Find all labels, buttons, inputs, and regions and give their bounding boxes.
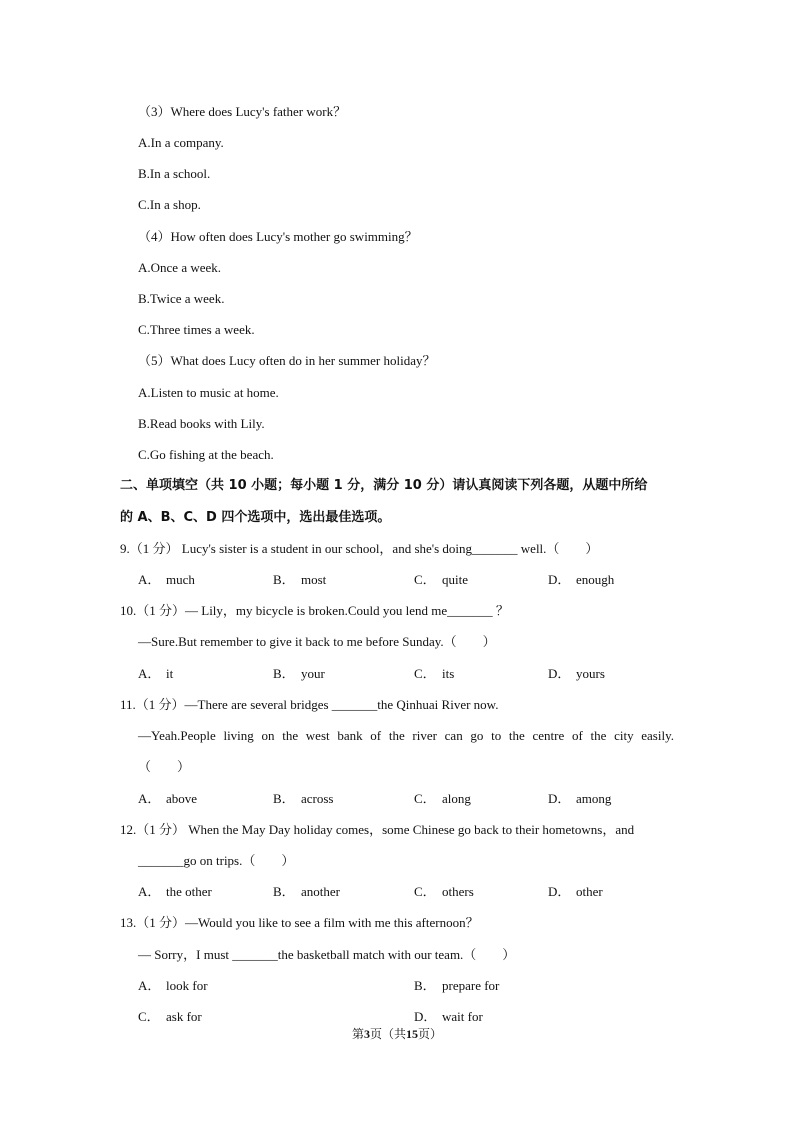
option-text: across: [301, 791, 334, 806]
question-4-option-a: A.Once a week.: [138, 260, 222, 275]
question-5-option-a: A.Listen to music at home.: [138, 385, 279, 400]
question-12-stem-cont: _______go on trips.（ ）: [138, 853, 295, 868]
option-letter: C．: [414, 884, 436, 899]
question-10-stem: 10.（1 分）— Lily，my bicycle is broken.Could you lend me_______ ？: [120, 603, 509, 618]
option-text: much: [166, 572, 195, 587]
footer-suffix: 页）: [418, 1027, 443, 1041]
question-3-stem: （3）Where does Lucy's father work？: [138, 104, 347, 119]
option-letter: D．: [414, 1009, 437, 1024]
option-letter: A．: [138, 884, 161, 899]
question-3-option-a: A.In a company.: [138, 135, 224, 150]
question-13-option-c: [138, 1009, 202, 1025]
option-letter: C．: [414, 666, 436, 681]
question-5-stem: （5）What does Lucy often do in her summer holiday？: [138, 353, 436, 368]
question-10-option-a: [138, 666, 173, 682]
question-10-option-b: [273, 666, 325, 682]
question-13-stem-cont: — Sorry，I must _______the basketball match with our team.（ ）: [138, 947, 516, 962]
option-letter: B．: [414, 978, 436, 993]
footer-middle: 页（共: [369, 1027, 406, 1041]
question-9-option-c: [414, 572, 468, 588]
option-text: along: [442, 791, 471, 806]
question-11-stem-cont: —Yeah.People living on the west bank of the river can go to the centre of the city easily.: [138, 728, 674, 743]
option-letter: A．: [138, 572, 161, 587]
question-12-option-c: [414, 884, 474, 900]
question-11-option-d: [548, 791, 611, 807]
section-heading-line-1: 二、单项填空（共 10 小题；每小题 1 分，满分 10 分）请认真阅读下列各题，从题中所给: [120, 478, 648, 493]
question-10-option-d: [548, 666, 605, 682]
option-text: its: [442, 666, 455, 681]
option-letter: A．: [138, 791, 161, 806]
question-9-option-a: [138, 572, 195, 588]
option-letter: B．: [273, 884, 295, 899]
question-9-option-d: [548, 572, 614, 588]
option-letter: D．: [548, 791, 571, 806]
option-text: above: [166, 791, 198, 806]
question-4-option-c: C.Three times a week.: [138, 322, 255, 337]
option-text: another: [301, 884, 340, 899]
option-text: ask for: [166, 1009, 202, 1024]
question-11-stem: 11.（1 分）—There are several bridges _______the Qinhuai River now.: [120, 697, 499, 712]
question-3-option-b: B.In a school.: [138, 166, 211, 181]
question-5-option-c: C.Go fishing at the beach.: [138, 447, 274, 462]
option-text: prepare for: [442, 978, 500, 993]
page-footer: [0, 1026, 794, 1042]
option-letter: C．: [414, 572, 436, 587]
option-letter: B．: [273, 572, 295, 587]
question-11-option-a: [138, 791, 197, 807]
footer-prefix: 第: [351, 1027, 364, 1041]
option-letter: D．: [548, 572, 571, 587]
question-10-option-c: [414, 666, 454, 682]
question-13-stem: 13.（1 分）—Would you like to see a film with me this afternoon？: [120, 915, 479, 930]
question-9-stem: 9.（1 分） Lucy's sister is a student in our school，and she's doing_______ well.（ ）: [120, 541, 599, 556]
question-12-option-a: [138, 884, 212, 900]
option-letter: B．: [273, 666, 295, 681]
question-3-option-c: C.In a shop.: [138, 197, 201, 212]
section-heading-line-2: 的 A、B、C、D 四个选项中，选出最佳选项。: [120, 510, 391, 525]
question-11-answer-blank: （ ）: [138, 759, 191, 774]
option-text: it: [166, 666, 174, 681]
question-12-stem: 12.（1 分） When the May Day holiday comes，some Chinese go back to their hometowns，and: [120, 822, 635, 837]
question-13-option-d: [414, 1009, 483, 1025]
question-10-stem-cont: —Sure.But remember to give it back to me before Sunday.（ ）: [138, 634, 496, 649]
question-12-option-b: [273, 884, 340, 900]
question-9-option-b: [273, 572, 326, 588]
option-text: look for: [166, 978, 208, 993]
page-total: 15: [406, 1027, 418, 1041]
option-text: wait for: [442, 1009, 483, 1024]
option-text: enough: [576, 572, 615, 587]
option-text: quite: [442, 572, 468, 587]
question-13-option-b: [414, 978, 499, 994]
option-letter: D．: [548, 884, 571, 899]
option-text: your: [301, 666, 325, 681]
option-text: yours: [576, 666, 605, 681]
question-13-option-a: [138, 978, 208, 994]
option-text: others: [442, 884, 474, 899]
option-text: among: [576, 791, 612, 806]
option-text: most: [301, 572, 327, 587]
option-letter: C．: [414, 791, 436, 806]
option-text: other: [576, 884, 603, 899]
question-12-option-d: [548, 884, 603, 900]
question-4-option-b: B.Twice a week.: [138, 291, 225, 306]
option-letter: C．: [138, 1009, 160, 1024]
question-11-option-b: [273, 791, 334, 807]
question-4-stem: （4）How often does Lucy's mother go swimming？: [138, 229, 418, 244]
option-text: the other: [166, 884, 212, 899]
option-letter: A．: [138, 978, 161, 993]
question-5-option-b: B.Read books with Lily.: [138, 416, 265, 431]
question-11-option-c: [414, 791, 471, 807]
option-letter: A．: [138, 666, 161, 681]
option-letter: B．: [273, 791, 295, 806]
option-letter: D．: [548, 666, 571, 681]
page-number: 3: [363, 1027, 370, 1041]
